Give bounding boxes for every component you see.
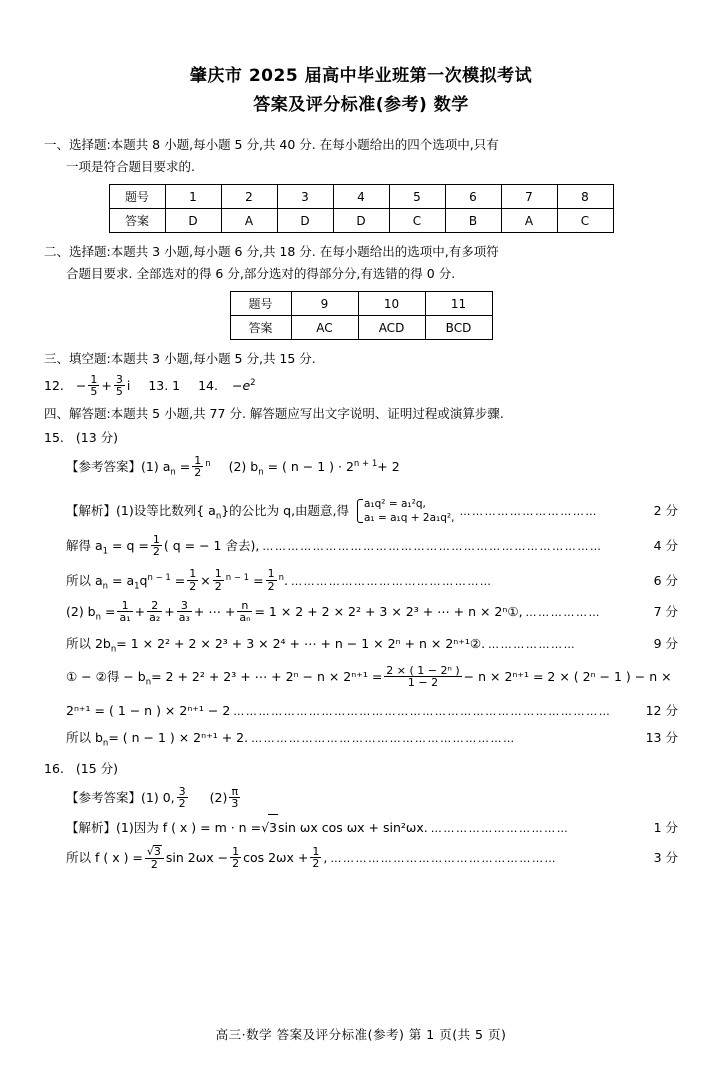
q15-solution-line-3 xyxy=(66,565,678,600)
page-footer: 高三·数学 答案及评分标准(参考) 第 1 页(共 5 页) xyxy=(215,1027,507,1042)
dot-leader: ……………………………………………………………………… xyxy=(262,540,603,554)
table-cell: C xyxy=(389,209,445,233)
table-row xyxy=(109,185,613,209)
section-2-heading-line2: 合题目要求. 全部选对的得 6 分,部分选对的得部分分,有选错的得 0 分. xyxy=(66,266,456,281)
table-cell: C xyxy=(557,209,613,233)
table-cell: B xyxy=(445,209,501,233)
page-title xyxy=(0,62,722,120)
solution-label: 【解析】 xyxy=(66,820,117,836)
exponent: n xyxy=(278,572,284,583)
table-cell: 2 xyxy=(221,185,277,209)
reference-answer-label: 【参考答案】 xyxy=(66,790,142,806)
text: (1) 0, xyxy=(141,790,175,806)
text: = a xyxy=(112,572,135,588)
q15-part2-expr: = ( n − 1 ) · 2 xyxy=(267,459,354,475)
radicand: 3 xyxy=(268,814,278,841)
plus-sign: + xyxy=(134,604,146,620)
q15-sol2-expr xyxy=(66,533,259,565)
fraction: $\frac{1}{\text{a₁}}$ xyxy=(119,598,131,625)
dot-leader: ………………………………………… xyxy=(290,574,493,588)
equals-sign: = xyxy=(105,604,116,620)
score-value: 12 分 xyxy=(645,702,678,718)
dot-leader: …………………………… xyxy=(430,822,570,836)
plus-sign: + xyxy=(101,378,112,394)
q16-sol1-expr xyxy=(66,814,428,841)
question-15-score: (13 分) xyxy=(75,430,119,446)
question-16-header xyxy=(44,756,678,782)
document-body xyxy=(44,134,678,875)
q15-sol5-expr xyxy=(66,631,485,663)
section-1-heading-line1: 一、选择题:本题共 8 小题,每小题 5 分,共 40 分. 在每小题给出的四个选项中,只有 xyxy=(44,137,499,152)
q15-solution-line-5 xyxy=(66,631,678,663)
fraction: $\frac{3}{2}$ xyxy=(178,784,186,811)
q15-solution-line-1 xyxy=(66,494,678,534)
text: q xyxy=(139,572,148,588)
q15-part1-lead: (1) a xyxy=(141,459,171,475)
item-12-value xyxy=(75,372,134,399)
exponent: n − 1 xyxy=(225,572,250,583)
section-1-heading-line2: 一项是符合题目要求的. xyxy=(66,159,195,174)
table-cell: D xyxy=(165,209,221,233)
sqrt-icon: √ xyxy=(261,820,270,836)
dot-leader: ……………………………………………………… xyxy=(251,731,516,745)
subscript: n xyxy=(102,738,109,749)
table-cell: 10 xyxy=(358,292,425,316)
section-3-heading: 三、填空题:本题共 3 小题,每小题 5 分,共 15 分. xyxy=(44,351,316,366)
q15-reference-answer xyxy=(66,451,678,486)
text: 所以 2b xyxy=(66,635,111,651)
fraction: $\frac{\pi}{3}$ xyxy=(231,784,239,811)
score-value: 3 分 xyxy=(653,850,678,866)
text: , xyxy=(323,850,328,866)
table-cell: D xyxy=(333,209,389,233)
sqrt-icon: √ xyxy=(146,845,154,859)
score-value: 1 分 xyxy=(653,820,678,836)
text: ① − ②得 − b xyxy=(66,669,146,685)
score-value: 7 分 xyxy=(653,604,678,620)
table-cell: 9 xyxy=(291,292,358,316)
table-header-label: 答案 xyxy=(230,316,291,340)
q15-solution-line-4 xyxy=(66,599,678,631)
fraction: $\frac{1}{2}$ xyxy=(232,844,240,871)
table-row xyxy=(230,316,492,340)
fraction: $\frac{1}{2}$ xyxy=(189,567,197,593)
fraction: $\frac{1}{5}$ xyxy=(90,372,98,399)
q15-solution-line-6 xyxy=(66,662,678,698)
text: sin 2ωx − xyxy=(165,850,229,866)
euler-number: e xyxy=(242,378,251,394)
table-row xyxy=(109,209,613,233)
q15-solution-line-2 xyxy=(66,533,678,565)
q15-sol4-expr xyxy=(66,599,523,631)
fraction: $\frac{3}{5}$ xyxy=(115,372,123,399)
minus-sign: − xyxy=(231,378,243,394)
question-16-number: 16. xyxy=(44,761,64,777)
q15-solution-line-7 xyxy=(66,698,678,725)
text: ( q = − 1 舍去), xyxy=(163,538,260,554)
dot-leader: ………………… xyxy=(488,637,577,651)
table-header-label: 答案 xyxy=(109,209,165,233)
text: 所以 b xyxy=(66,729,103,745)
text: = ( n − 1 ) × 2ⁿ⁺¹ + 2. xyxy=(108,729,249,745)
text: (2) b xyxy=(66,604,96,620)
subscript: n xyxy=(215,511,222,522)
text: (1)因为 f ( x ) = m · n = xyxy=(116,820,262,836)
q16-reference-answer xyxy=(66,782,678,814)
subscript: n xyxy=(95,612,102,623)
fraction: $\frac{\text{2 × ( 1 − 2ⁿ )}}{1 - 2}$ xyxy=(386,663,460,690)
text: cos 2ωx + xyxy=(243,850,309,866)
subscript: n xyxy=(110,644,117,655)
fraction: $\frac{1}{2}$ xyxy=(194,453,202,480)
table-cell: D xyxy=(277,209,333,233)
reference-answer-label: 【参考答案】 xyxy=(66,459,142,475)
q15-sol7-expr: 2ⁿ⁺¹ = ( 1 − n ) × 2ⁿ⁺¹ − 2 xyxy=(66,702,231,718)
subscript: n xyxy=(145,677,152,688)
q15-sol3-expr xyxy=(66,565,288,600)
table-cell: A xyxy=(221,209,277,233)
score-value: 9 分 xyxy=(653,635,678,651)
table-cell: 4 xyxy=(333,185,389,209)
title-sub: 答案及评分标准(参考) 数学 xyxy=(253,95,469,115)
equals-sign: = xyxy=(174,572,186,588)
dot-leader: ……………………………………………………………………………… xyxy=(233,704,612,718)
subscript: n xyxy=(102,581,109,592)
imaginary-unit: i xyxy=(126,378,131,394)
minus-sign: − xyxy=(75,378,87,394)
text: 所以 f ( x ) = xyxy=(66,850,143,866)
q15-sol8-expr xyxy=(66,725,248,757)
dot-leader: ……………………………………………… xyxy=(330,852,558,866)
q15-sol1-text2: }的公比为 q,由题意,得 xyxy=(221,502,350,518)
plus-sign: + xyxy=(164,604,175,620)
question-15-header xyxy=(44,425,678,451)
times-sign: × xyxy=(200,572,211,588)
table-cell: AC xyxy=(291,316,358,340)
solution-label-wrap xyxy=(66,494,456,534)
table-cell: BCD xyxy=(425,316,492,340)
score-value: 13 分 xyxy=(645,729,678,745)
q16-solution-line-2 xyxy=(66,842,678,875)
text: (2) xyxy=(209,790,228,806)
table-cell: 8 xyxy=(557,185,613,209)
equation-system xyxy=(355,497,454,525)
table-cell: 11 xyxy=(425,292,492,316)
table-cell: 1 xyxy=(165,185,221,209)
text: 解得 a xyxy=(66,538,103,554)
fraction: $\frac{1}{2}$ xyxy=(214,567,222,593)
q16-sol2-expr xyxy=(66,842,327,874)
equation-line: a₁ = a₁q + 2a₁q², xyxy=(364,512,455,525)
table-cell: 6 xyxy=(445,185,501,209)
text: sin ωx cos ωx + sin²ωx. xyxy=(277,820,428,836)
text: 所以 a xyxy=(66,572,103,588)
table-cell: A xyxy=(501,209,557,233)
table-header-label: 题号 xyxy=(230,292,291,316)
text: . xyxy=(283,572,288,588)
score-value: 4 分 xyxy=(653,538,678,554)
q15-part2-lead: (2) b xyxy=(228,459,259,475)
question-15-number: 15. xyxy=(44,430,64,446)
subscript: n xyxy=(170,467,176,478)
exponent: n + 1 xyxy=(353,459,378,470)
text: = 1 × 2² + 2 × 2³ + 3 × 2⁴ + ⋯ + n − 1 × 2ⁿ + n × 2ⁿ⁺¹②. xyxy=(116,635,486,651)
fraction: $\frac{2}{\text{a₂}}$ xyxy=(149,598,161,625)
exponent: n xyxy=(205,459,211,470)
exponent: n − 1 xyxy=(147,572,171,583)
fraction: $\frac{√3}{2}$ xyxy=(145,845,164,870)
section-4-heading: 四、解答题:本题共 5 小题,共 77 分. 解答题应写出文字说明、证明过程或演算步骤. xyxy=(44,406,504,422)
fraction: $\frac{1}{2}$ xyxy=(152,532,160,559)
question-16-score: (15 分) xyxy=(75,761,119,777)
q15-solution-line-8 xyxy=(66,725,678,757)
text: = q = xyxy=(112,538,149,554)
answer-table-choice-single xyxy=(109,184,614,233)
answer-table-choice-multi xyxy=(230,291,493,340)
document-page xyxy=(0,62,722,1067)
score-value: 6 分 xyxy=(653,572,678,588)
table-cell: ACD xyxy=(358,316,425,340)
fill-in-answers xyxy=(44,370,678,399)
text: − n × 2ⁿ⁺¹ = 2 × ( 2ⁿ − 1 ) − n × xyxy=(463,669,672,685)
equals-sign: = xyxy=(253,572,264,588)
dot-leader: ……………… xyxy=(525,606,602,620)
section-2-heading xyxy=(44,241,678,285)
item-14-number: 14. xyxy=(198,378,218,394)
subscript: 1 xyxy=(134,581,140,592)
title-main: 肇庆市 2025 届高中毕业班第一次模拟考试 xyxy=(189,66,533,86)
fraction: $\frac{1}{2}$ xyxy=(267,567,275,593)
fraction: $\frac{n}{\text{aₙ}}$ xyxy=(239,598,251,625)
text: = 2 + 2² + 2³ + ⋯ + 2ⁿ − n × 2ⁿ⁺¹ = xyxy=(151,669,383,685)
section-1-heading xyxy=(44,134,678,178)
q15-part2-tail: + 2 xyxy=(377,459,400,475)
text: + ⋯ + xyxy=(193,604,236,620)
q16-solution-line-1 xyxy=(66,814,678,842)
table-cell: 3 xyxy=(277,185,333,209)
exponent: 2 xyxy=(250,378,256,388)
table-row xyxy=(230,292,492,316)
table-header-label: 题号 xyxy=(109,185,165,209)
subscript: n xyxy=(258,467,264,478)
item-14-value xyxy=(232,378,256,393)
solution-label: 【解析】 xyxy=(66,502,117,518)
fraction: $\frac{1}{2}$ xyxy=(312,844,320,871)
item-13: 13. 1 xyxy=(148,378,181,394)
equals-sign: = xyxy=(179,459,191,475)
subscript: 1 xyxy=(102,546,109,557)
table-cell: 7 xyxy=(501,185,557,209)
q15-sol1-text: (1)设等比数列{ a xyxy=(116,502,216,518)
table-cell: 5 xyxy=(389,185,445,209)
dot-leader: …………………………… xyxy=(459,504,599,518)
section-2-heading-line1: 二、选择题:本题共 3 小题,每小题 6 分,共 18 分. 在每小题给出的选项中,有多项符 xyxy=(44,244,499,259)
score-value: 2 分 xyxy=(653,502,678,518)
equation-line: a₁q² = a₁²q, xyxy=(364,498,426,511)
item-12-number: 12. xyxy=(44,378,64,394)
text: = 1 × 2 + 2 × 2² + 3 × 2³ + ⋯ + n × 2ⁿ①, xyxy=(254,604,523,620)
fraction: $\frac{3}{\text{a₃}}$ xyxy=(178,598,190,625)
